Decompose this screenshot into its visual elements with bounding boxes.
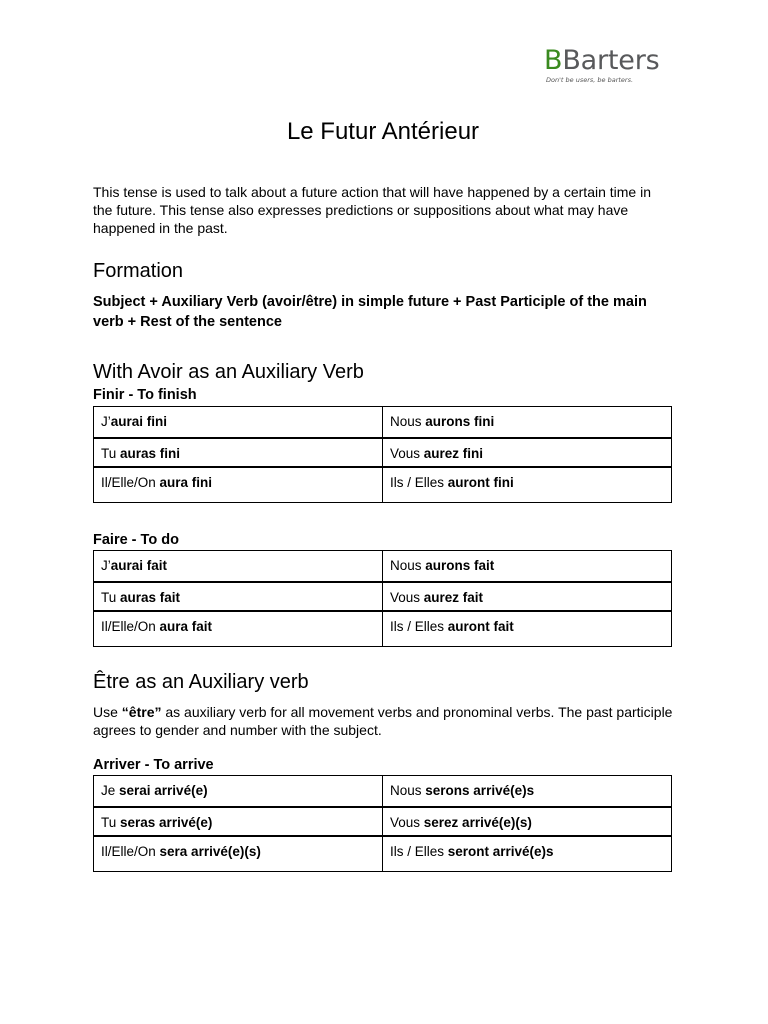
conjugation-cell: Il/Elle/On aura fini [94, 467, 383, 503]
conjugation-cell: Ils / Elles auront fini [383, 467, 672, 503]
conjugation-cell: Tu seras arrivé(e) [94, 807, 383, 836]
conjugation-cell: J’aurai fait [94, 551, 383, 582]
table-row [94, 438, 672, 467]
table-row [94, 776, 672, 807]
arriver-conjugation-table [93, 775, 672, 872]
conjugation-cell: Il/Elle/On sera arrivé(e)(s) [94, 836, 383, 872]
conjugation-cell: Ils / Elles auront fait [383, 611, 672, 647]
logo-wordmark: BBarters [544, 45, 660, 76]
avoir-section-heading: With Avoir as an Auxiliary Verb [93, 361, 364, 383]
table-row [94, 582, 672, 611]
conjugation-cell: Tu auras fait [94, 582, 383, 611]
table-row [94, 407, 672, 438]
table-row [94, 467, 672, 503]
conjugation-cell: Vous aurez fait [383, 582, 672, 611]
etre-section-heading: Être as an Auxiliary verb [93, 671, 309, 693]
formation-formula: Subject + Auxiliary Verb (avoir/être) in simple future + Past Participle of the main verb + Rest of the sentence [93, 294, 647, 330]
conjugation-cell: J’aurai fini [94, 407, 383, 438]
conjugation-cell: Nous aurons fini [383, 407, 672, 438]
conjugation-cell: Ils / Elles seront arrivé(e)s [383, 836, 672, 872]
conjugation-cell: Vous serez arrivé(e)(s) [383, 807, 672, 836]
table-row [94, 611, 672, 647]
faire-label: Faire - To do [93, 532, 179, 548]
arriver-label: Arriver - To arrive [93, 757, 214, 773]
conjugation-cell: Tu auras fini [94, 438, 383, 467]
faire-conjugation-table [93, 550, 672, 647]
bbarters-logo [544, 46, 674, 84]
table-row [94, 836, 672, 872]
table-row [94, 807, 672, 836]
table-row [94, 551, 672, 582]
finir-conjugation-table [93, 406, 672, 503]
conjugation-cell: Nous aurons fait [383, 551, 672, 582]
conjugation-cell: Je serai arrivé(e) [94, 776, 383, 807]
logo-tagline: Don't be users, be barters. [546, 76, 634, 84]
intro-paragraph: This tense is used to talk about a future action that will have happened by a certain time in the future. This tense also expresses predictions or suppositions about what may have happened in the past. [93, 184, 651, 236]
finir-label: Finir - To finish [93, 387, 197, 403]
conjugation-cell: Il/Elle/On aura fait [94, 611, 383, 647]
conjugation-cell: Vous aurez fini [383, 438, 672, 467]
formation-heading: Formation [93, 260, 184, 282]
etre-note-paragraph: Use “être” as auxiliary verb for all movement verbs and pronominal verbs. The past participle agrees to gender and number with the subject. [93, 704, 673, 738]
page-title: Le Futur Antérieur [286, 118, 480, 145]
conjugation-cell: Nous serons arrivé(e)s [383, 776, 672, 807]
